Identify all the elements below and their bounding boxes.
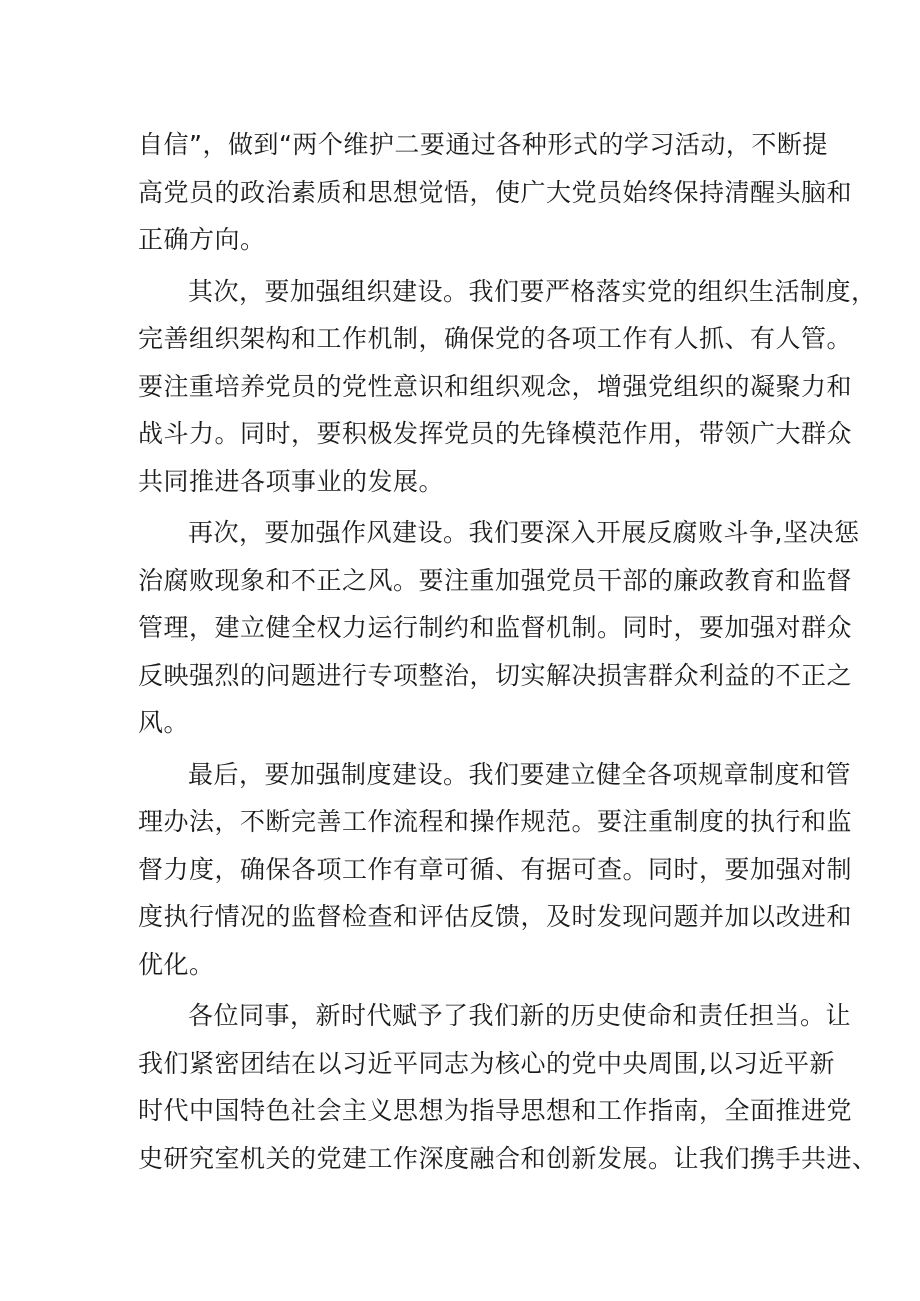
text-line: 风。	[138, 708, 190, 737]
text-line: 反映强烈的问题进行专项整治，切实解决损害群众利益的不正之	[138, 660, 853, 690]
text-line: 其次，要加强组织建设。我们要严格落实党的组织生活制度，	[188, 276, 877, 306]
text-line: 要注重培养党员的党性意识和组织观念，增强党组织的凝聚力和	[138, 371, 853, 401]
text-line: 完善组织架构和工作机制，确保党的各项工作有人抓、有人管。	[138, 324, 853, 353]
paragraph	[138, 751, 853, 989]
text-line: 优化。	[138, 949, 215, 979]
text-line: 正确方向。	[138, 225, 266, 254]
text-line: 再次，要加强作风建设。我们要深入开展反腐败斗争,坚决惩	[188, 518, 860, 547]
body-text	[138, 121, 878, 1186]
text-line: 我们紧密团结在以习近平同志为核心的党中央周围,以习近平新	[138, 1048, 835, 1078]
text-line: 理办法，不断完善工作流程和操作规范。要注重制度的执行和监	[138, 807, 853, 836]
paragraph	[138, 121, 853, 264]
text-line: 最后，要加强制度建设。我们要建立健全各项规章制度和管	[188, 759, 852, 789]
text-line: 度执行情况的监督检查和评估反馈，及时发现问题并加以改进和	[138, 902, 853, 931]
paragraph	[138, 992, 878, 1182]
text-line: 督力度，确保各项工作有章可循、有据可查。同时，要加强对制	[138, 854, 853, 884]
text-line: 治腐败现象和不正之风。要注重加强党员干部的廉政教育和监督	[138, 565, 853, 595]
text-line: 各位同事，新时代赋予了我们新的历史使命和责任担当。让	[188, 1001, 852, 1030]
text-line: 时代中国特色社会主义思想为指导思想和工作指南，全面推进党	[138, 1096, 853, 1125]
paragraph	[138, 509, 860, 747]
text-line: 史研究室机关的党建工作深度融合和创新发展。让我们携手共进、	[138, 1143, 878, 1173]
text-line: 管理，建立健全权力运行制约和监督机制。同时，要加强对群众	[138, 613, 853, 642]
text-line: 高党员的政治素质和思想觉悟，使广大党员始终保持清醒头脑和	[138, 177, 853, 207]
text-line: 战斗力。同时，要积极发挥党员的先锋模范作用，带领广大群众	[138, 419, 853, 448]
text-line: 自信”，做到“两个维护二要通过各种形式的学习活动，不断提	[138, 130, 828, 159]
text-line: 共同推进各项事业的发展。	[138, 466, 445, 496]
paragraph	[138, 268, 877, 506]
